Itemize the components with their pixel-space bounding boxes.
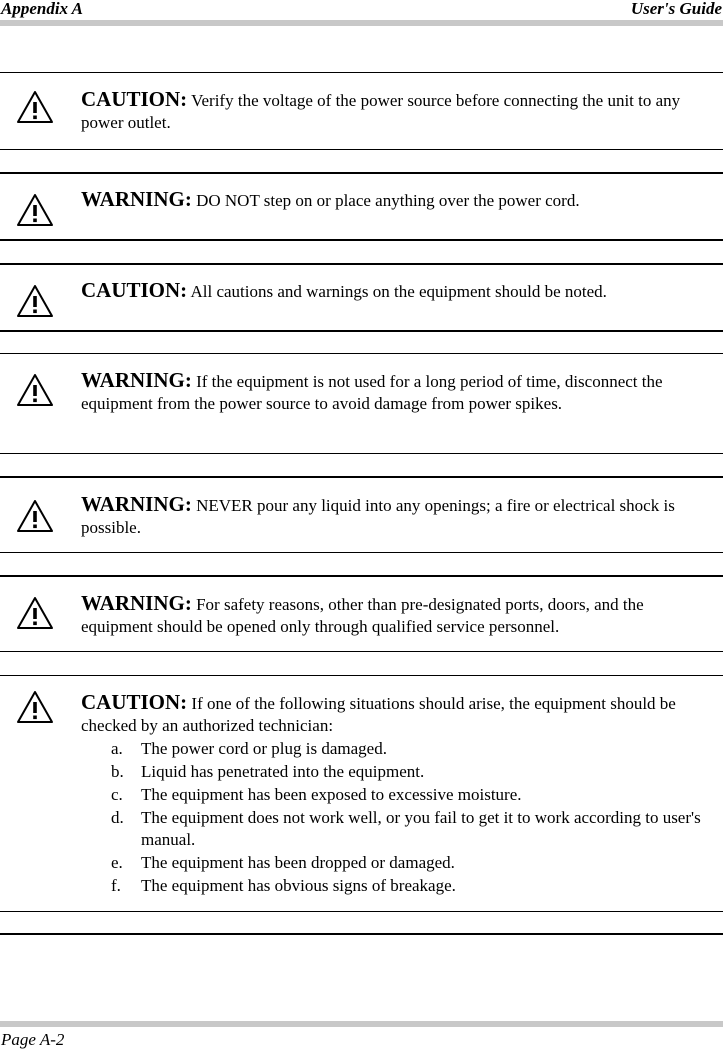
warning-triangle-icon	[16, 193, 54, 227]
notice-text: NEVER pour any liquid into any openings; a fire or electrical shock is possible.	[81, 496, 675, 537]
notice-keyword: WARNING:	[81, 492, 192, 516]
list-item	[81, 852, 711, 874]
list-marker: e.	[111, 853, 123, 872]
notice-text: DO NOT step on or place anything over the power cord.	[191, 191, 580, 210]
divider	[0, 453, 723, 454]
list-marker: a.	[111, 739, 123, 758]
notice-body	[81, 88, 711, 134]
notice-text: If the equipment is not used for a long period of time, disconnect the equipment from the power source to avoid damage from power spikes.	[81, 372, 663, 413]
divider	[0, 911, 723, 912]
notice-text: For safety reasons, other than pre-designated ports, doors, and the equipment should be opened only through qualified service personnel.	[81, 595, 644, 636]
divider	[0, 330, 723, 332]
notice-caution-voltage	[0, 72, 723, 150]
list-item	[81, 807, 711, 851]
list-marker: b.	[111, 762, 124, 781]
notice-caution-equipment	[0, 263, 723, 331]
notice-warning-long-period	[0, 353, 723, 453]
notice-text: If one of the following situations should arise, the equipment should be checked by an authorized technician:	[81, 694, 676, 735]
list-item-text: The equipment has been exposed to excessive moisture.	[141, 785, 522, 804]
divider	[0, 651, 723, 652]
warning-triangle-icon	[16, 90, 54, 124]
divider	[0, 239, 723, 241]
list-item-text: The power cord or plug is damaged.	[141, 739, 387, 758]
page-number: Page A-2	[1, 1030, 65, 1049]
list-item-text: The equipment does not work well, or you fail to get it to work according to user's manual.	[141, 808, 701, 849]
notice-body	[81, 691, 711, 897]
list-item	[81, 875, 711, 897]
page-header	[0, 0, 723, 30]
notice-keyword: WARNING:	[81, 591, 192, 615]
warning-triangle-icon	[16, 596, 54, 630]
list-item	[81, 738, 711, 760]
list-item	[81, 761, 711, 783]
notice-text: All cautions and warnings on the equipment should be noted.	[187, 282, 607, 301]
warning-triangle-icon	[16, 373, 54, 407]
header-section-title: Appendix A	[1, 0, 84, 18]
header-document-title: User's Guide	[630, 0, 722, 18]
list-item-text: The equipment has obvious signs of breakage.	[141, 876, 456, 895]
warning-triangle-icon	[16, 499, 54, 533]
list-item	[81, 784, 711, 806]
divider	[0, 149, 723, 150]
list-marker: d.	[111, 808, 124, 827]
notice-caution-technician	[0, 675, 723, 911]
notice-keyword: CAUTION:	[81, 87, 188, 111]
notice-keyword: WARNING:	[81, 368, 192, 392]
footer-divider	[0, 1021, 723, 1027]
notice-keyword: CAUTION:	[81, 278, 188, 302]
notice-body	[81, 493, 711, 539]
divider	[0, 552, 723, 553]
list-item-text: The equipment has been dropped or damaged.	[141, 853, 455, 872]
list-marker: f.	[111, 876, 121, 895]
situation-list	[81, 738, 711, 897]
warning-triangle-icon	[16, 690, 54, 724]
notice-body	[81, 369, 711, 415]
divider	[0, 933, 723, 935]
notice-keyword: CAUTION:	[81, 690, 188, 714]
notice-body	[81, 279, 711, 303]
notice-warning-safety	[0, 575, 723, 651]
notice-text: Verify the voltage of the power source before connecting the unit to any power outlet.	[81, 91, 681, 132]
notice-body	[81, 188, 711, 212]
notice-warning-liquid	[0, 476, 723, 552]
warning-triangle-icon	[16, 284, 54, 318]
notice-warning-power-cord	[0, 172, 723, 240]
notice-body	[81, 592, 711, 638]
list-marker: c.	[111, 785, 123, 804]
header-divider	[0, 20, 723, 26]
notice-keyword: WARNING:	[81, 187, 192, 211]
list-item-text: Liquid has penetrated into the equipment.	[141, 762, 425, 781]
